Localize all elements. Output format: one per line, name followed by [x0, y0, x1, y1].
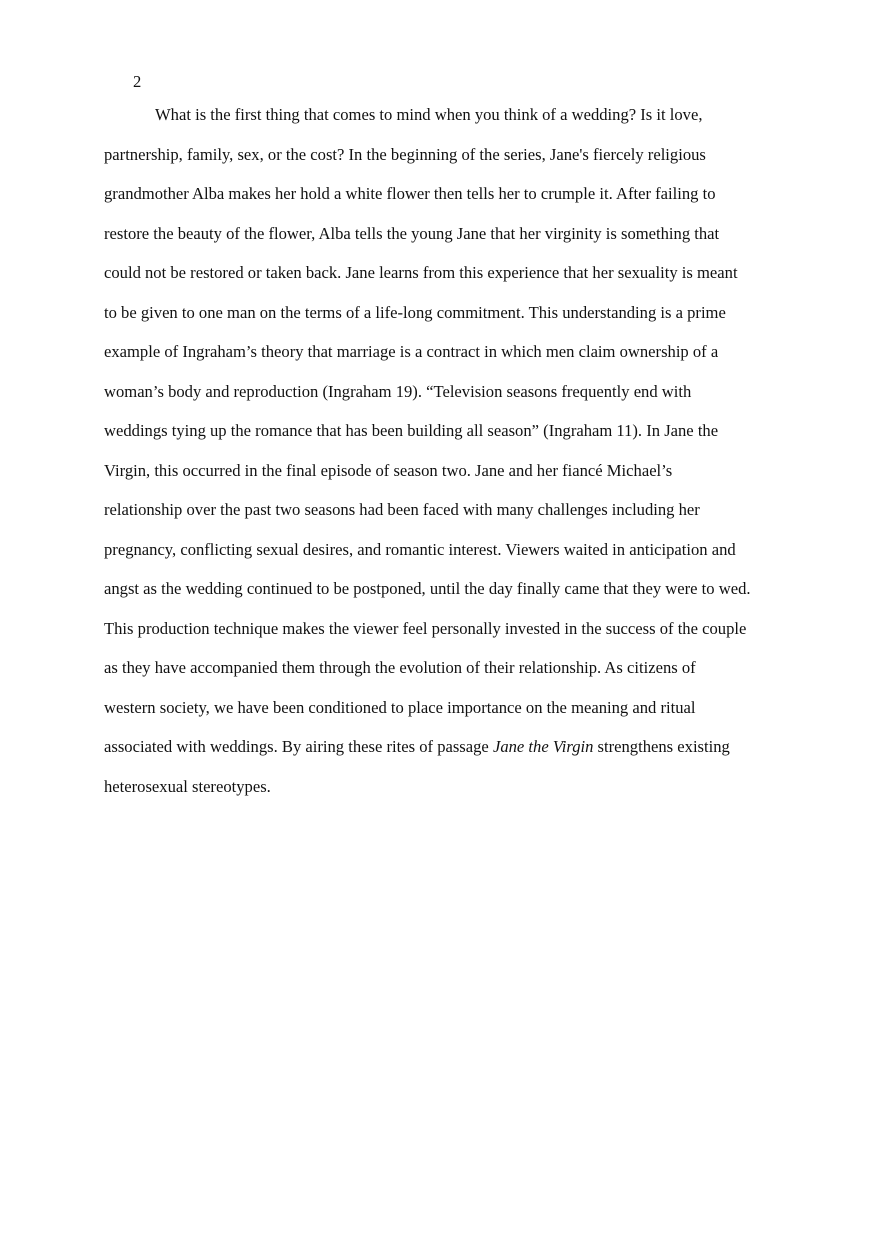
text-line: pregnancy, conflicting sexual desires, and romantic interest. Viewers waited in anticipation and: [104, 539, 736, 559]
text-line: partnership, family, sex, or the cost? In the beginning of the series, Jane's fiercely religious: [104, 144, 706, 164]
text-line: [104, 736, 794, 776]
text-segment: associated with weddings. By airing these rites of passage: [104, 737, 493, 756]
text-line: weddings tying up the romance that has been building all season” (Ingraham 11). In Jane the: [104, 421, 719, 440]
text-line: as they have accompanied them through the evolution of their relationship. As citizens of: [104, 658, 696, 677]
text-line: relationship over the past two seasons had been faced with many challenges including her: [104, 500, 700, 519]
text-line: This production technique makes the viewer feel personally invested in the success of the couple: [104, 618, 747, 638]
text-line: heterosexual stereotypes.: [104, 776, 271, 796]
italic-title: Jane the Virgin: [492, 737, 594, 756]
text-segment: strengthens existing: [593, 737, 730, 756]
text-line: example of Ingraham’s theory that marriage is a contract in which men claim ownership of a: [104, 342, 719, 361]
text-line: grandmother Alba makes her hold a white flower then tells her to crumple it. After failing to: [104, 184, 716, 203]
text-line: angst as the wedding continued to be postponed, until the day finally came that they were to wed.: [104, 579, 751, 598]
paragraph: [104, 104, 794, 815]
text-line: western society, we have been conditioned to place importance on the meaning and ritual: [104, 697, 696, 717]
text-line: could not be restored or taken back. Jane learns from this experience that her sexuality is meant: [104, 263, 738, 282]
page-number: 2: [133, 72, 142, 91]
text-line: restore the beauty of the flower, Alba tells the young Jane that her virginity is something that: [104, 223, 720, 243]
text-line: Virgin, this occurred in the final episode of season two. Jane and her fiancé Michael’s: [104, 460, 673, 480]
text-line: woman’s body and reproduction (Ingraham 19). “Television seasons frequently end with: [104, 381, 692, 401]
text-line: What is the first thing that comes to mind when you think of a wedding? Is it love,: [155, 105, 703, 124]
text-line: to be given to one man on the terms of a life-long commitment. This understanding is a prime: [104, 302, 726, 322]
